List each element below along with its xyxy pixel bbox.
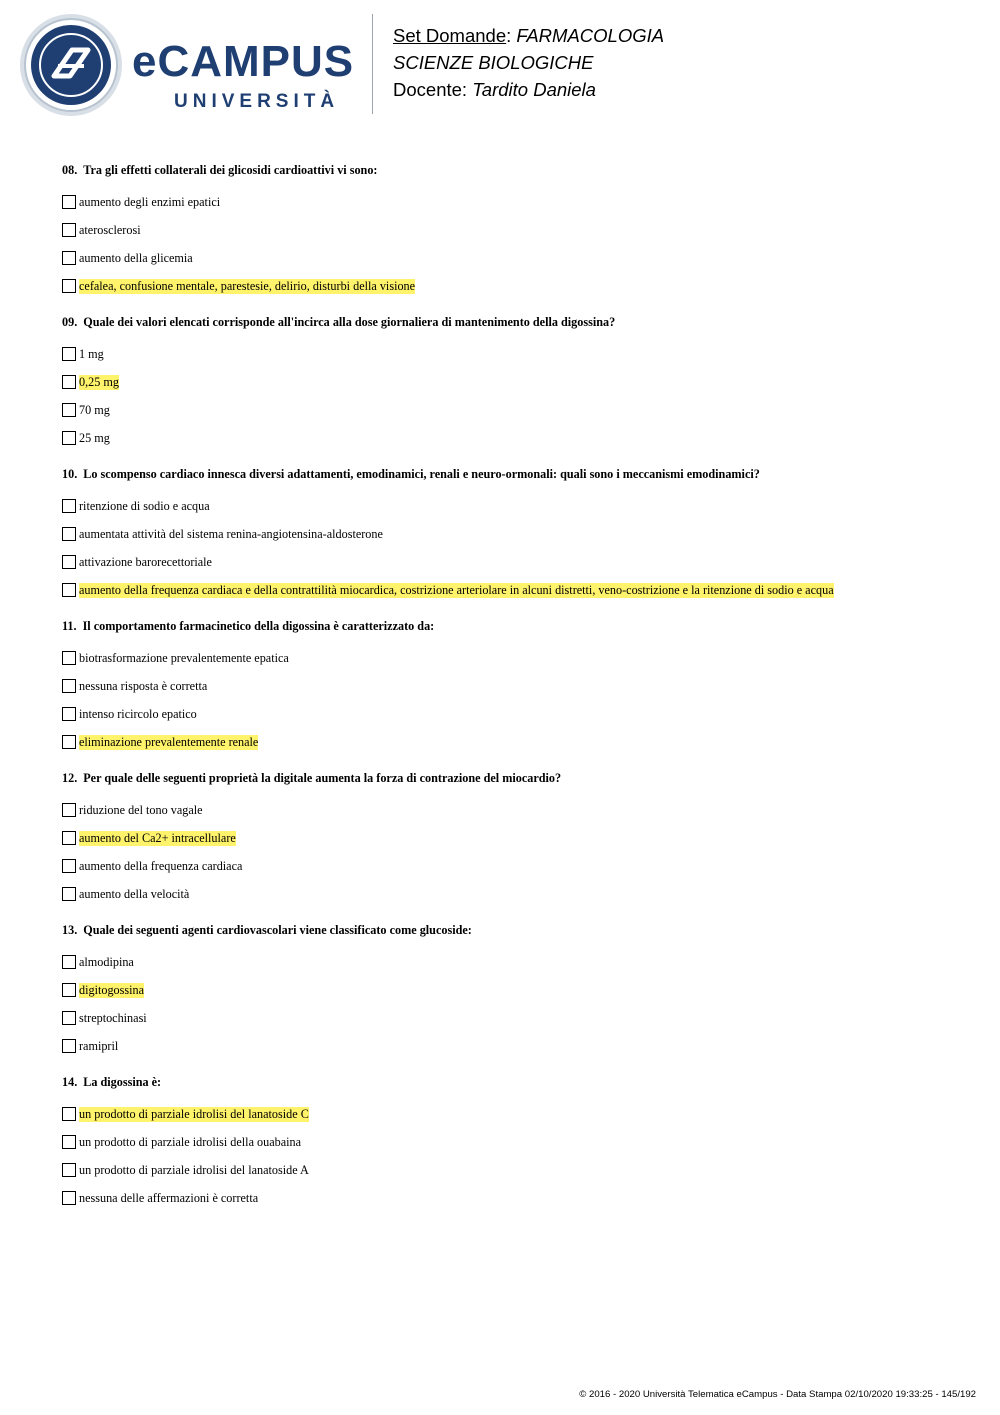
answer-option[interactable] (62, 492, 962, 520)
answer-checkbox[interactable] (62, 679, 76, 693)
answer-option[interactable] (62, 1100, 962, 1128)
answer-text: aumento degli enzimi epatici (79, 194, 221, 209)
answer-text-highlighted: un prodotto di parziale idrolisi del lanatoside C (79, 1106, 309, 1121)
question (62, 618, 962, 756)
question-text: Quale dei valori elencati corrisponde all'incirca alla dose giornaliera di mantenimento della digossina? (83, 315, 616, 329)
answer-text-highlighted: aumento del Ca2+ intracellulare (79, 830, 236, 845)
question-number: 10. (62, 467, 78, 481)
answer-option[interactable] (62, 824, 962, 852)
answer-checkbox[interactable] (62, 803, 76, 817)
question-title (62, 1074, 962, 1090)
question-number: 09. (62, 315, 78, 329)
question (62, 466, 962, 604)
question-number: 08. (62, 163, 78, 177)
question-text: Lo scompenso cardiaco innesca diversi adattamenti, emodinamici, renali e neuro-ormonali: quali sono i meccanismi emodinamici? (83, 467, 760, 481)
answer-text: attivazione barorecettoriale (79, 554, 212, 569)
logo-main-text: eCAMPUS (132, 37, 355, 86)
logo-seal-icon (20, 14, 122, 116)
answer-option[interactable] (62, 340, 962, 368)
question-number: 12. (62, 771, 78, 785)
answer-checkbox[interactable] (62, 831, 76, 845)
question-text: La digossina è: (83, 1075, 162, 1089)
answer-text-highlighted: aumento della frequenza cardiaca e della contrattilità miocardica, costrizione arteriolare in alcuni distretti, veno-costrizione e la ritenzione di sodio e acqua (79, 582, 834, 597)
answer-checkbox[interactable] (62, 527, 76, 541)
question-text: Il comportamento farmacinetico della digossina è caratterizzato da: (82, 619, 435, 633)
answer-checkbox[interactable] (62, 223, 76, 237)
answer-checkbox[interactable] (62, 955, 76, 969)
answer-option[interactable] (62, 796, 962, 824)
answer-checkbox[interactable] (62, 859, 76, 873)
answer-checkbox[interactable] (62, 1039, 76, 1053)
question-number: 14. (62, 1075, 78, 1089)
answer-checkbox[interactable] (62, 707, 76, 721)
answer-text-highlighted: cefalea, confusione mentale, parestesie, delirio, disturbi della visione (79, 278, 416, 293)
answer-option[interactable] (62, 1128, 962, 1156)
answer-option[interactable] (62, 644, 962, 672)
answer-text: 25 mg (79, 430, 110, 445)
answer-option[interactable] (62, 548, 962, 576)
answer-text: aumento della velocità (79, 886, 190, 901)
question-title (62, 770, 962, 786)
answer-text: aumento della frequenza cardiaca (79, 858, 243, 873)
question-text: Quale dei seguenti agenti cardiovascolari viene classificato come glucoside: (83, 923, 472, 937)
question-number: 11. (62, 619, 77, 633)
answer-option[interactable] (62, 700, 962, 728)
answer-checkbox[interactable] (62, 499, 76, 513)
answer-checkbox[interactable] (62, 403, 76, 417)
answer-checkbox[interactable] (62, 983, 76, 997)
answer-text: aumentata attività del sistema renina-angiotensina-aldosterone (79, 526, 383, 541)
answer-text: almodipina (79, 954, 134, 969)
answer-text: 70 mg (79, 402, 110, 417)
answer-text-highlighted: eliminazione prevalentemente renale (79, 734, 259, 749)
answer-text: aterosclerosi (79, 222, 141, 237)
answer-text: riduzione del tono vagale (79, 802, 203, 817)
header-divider (372, 14, 373, 114)
question (62, 922, 962, 1060)
answer-option[interactable] (62, 852, 962, 880)
set-label: Set Domande (393, 25, 507, 46)
answer-checkbox[interactable] (62, 1163, 76, 1177)
header-info (393, 22, 664, 103)
question-text: Per quale delle seguenti proprietà la digitale aumenta la forza di contrazione del miocardio? (83, 771, 562, 785)
question-number: 13. (62, 923, 78, 937)
question (62, 1074, 962, 1212)
answer-text: nessuna risposta è corretta (79, 678, 208, 693)
answer-option[interactable] (62, 1032, 962, 1060)
question (62, 162, 962, 300)
answer-option[interactable] (62, 424, 962, 452)
page-footer: © 2016 - 2020 Università Telematica eCampus - Data Stampa 02/10/2020 19:33:25 - 145/192 (579, 1389, 976, 1400)
question (62, 314, 962, 452)
answer-text: intenso ricircolo epatico (79, 706, 197, 721)
question-title (62, 618, 962, 634)
answer-text: aumento della glicemia (79, 250, 193, 265)
question (62, 770, 962, 908)
answer-option[interactable] (62, 976, 962, 1004)
answer-option[interactable] (62, 948, 962, 976)
answer-text: un prodotto di parziale idrolisi del lanatoside A (79, 1162, 309, 1177)
set-line: Set Domande: FARMACOLOGIA (393, 25, 665, 46)
answer-option[interactable] (62, 576, 962, 604)
answer-checkbox[interactable] (62, 431, 76, 445)
question-title (62, 922, 962, 938)
answer-checkbox[interactable] (62, 583, 76, 597)
answer-text: ramipril (79, 1038, 119, 1053)
answer-text: un prodotto di parziale idrolisi della ouabaina (79, 1134, 302, 1149)
answer-text: 1 mg (79, 346, 104, 361)
answer-option[interactable] (62, 1004, 962, 1032)
answer-text-highlighted: 0,25 mg (79, 374, 119, 389)
answer-checkbox[interactable] (62, 651, 76, 665)
answer-checkbox[interactable] (62, 1011, 76, 1025)
question-text: Tra gli effetti collaterali dei glicosidi cardioattivi vi sono: (83, 163, 378, 177)
answer-option[interactable] (62, 880, 962, 908)
answer-text: biotrasformazione prevalentemente epatica (79, 650, 289, 665)
answer-checkbox[interactable] (62, 279, 76, 293)
answer-checkbox[interactable] (62, 375, 76, 389)
course-name: SCIENZE BIOLOGICHE (393, 52, 594, 73)
answer-checkbox[interactable] (62, 1135, 76, 1149)
answer-option[interactable] (62, 216, 962, 244)
answer-text: ritenzione di sodio e acqua (79, 498, 210, 513)
answer-checkbox[interactable] (62, 195, 76, 209)
answer-checkbox[interactable] (62, 347, 76, 361)
answer-option[interactable] (62, 188, 962, 216)
answer-checkbox[interactable] (62, 1191, 76, 1205)
answer-checkbox[interactable] (62, 1107, 76, 1121)
answer-text: streptochinasi (79, 1010, 147, 1025)
answer-option[interactable] (62, 244, 962, 272)
answer-checkbox[interactable] (62, 555, 76, 569)
question-title (62, 466, 962, 482)
answer-option[interactable] (62, 672, 962, 700)
answer-option[interactable] (62, 396, 962, 424)
answer-checkbox[interactable] (62, 887, 76, 901)
ecampus-logo (14, 14, 359, 116)
answer-checkbox[interactable] (62, 251, 76, 265)
set-value: FARMACOLOGIA (516, 25, 665, 46)
question-title (62, 314, 962, 330)
answer-option[interactable] (62, 368, 962, 396)
answer-checkbox[interactable] (62, 735, 76, 749)
teacher-value: Tardito Daniela (472, 79, 596, 100)
answer-option[interactable] (62, 1156, 962, 1184)
logo-sub-text: UNIVERSITÀ (174, 91, 340, 112)
answer-text-highlighted: digitogossina (79, 982, 145, 997)
answer-option[interactable] (62, 520, 962, 548)
answer-option[interactable] (62, 1184, 962, 1212)
answer-option[interactable] (62, 272, 962, 300)
answer-option[interactable] (62, 728, 962, 756)
question-title (62, 162, 962, 178)
answer-text: nessuna delle affermazioni è corretta (79, 1190, 259, 1205)
teacher-label: Docente: (393, 79, 468, 100)
question-list (62, 162, 962, 1226)
teacher-line (393, 76, 664, 103)
